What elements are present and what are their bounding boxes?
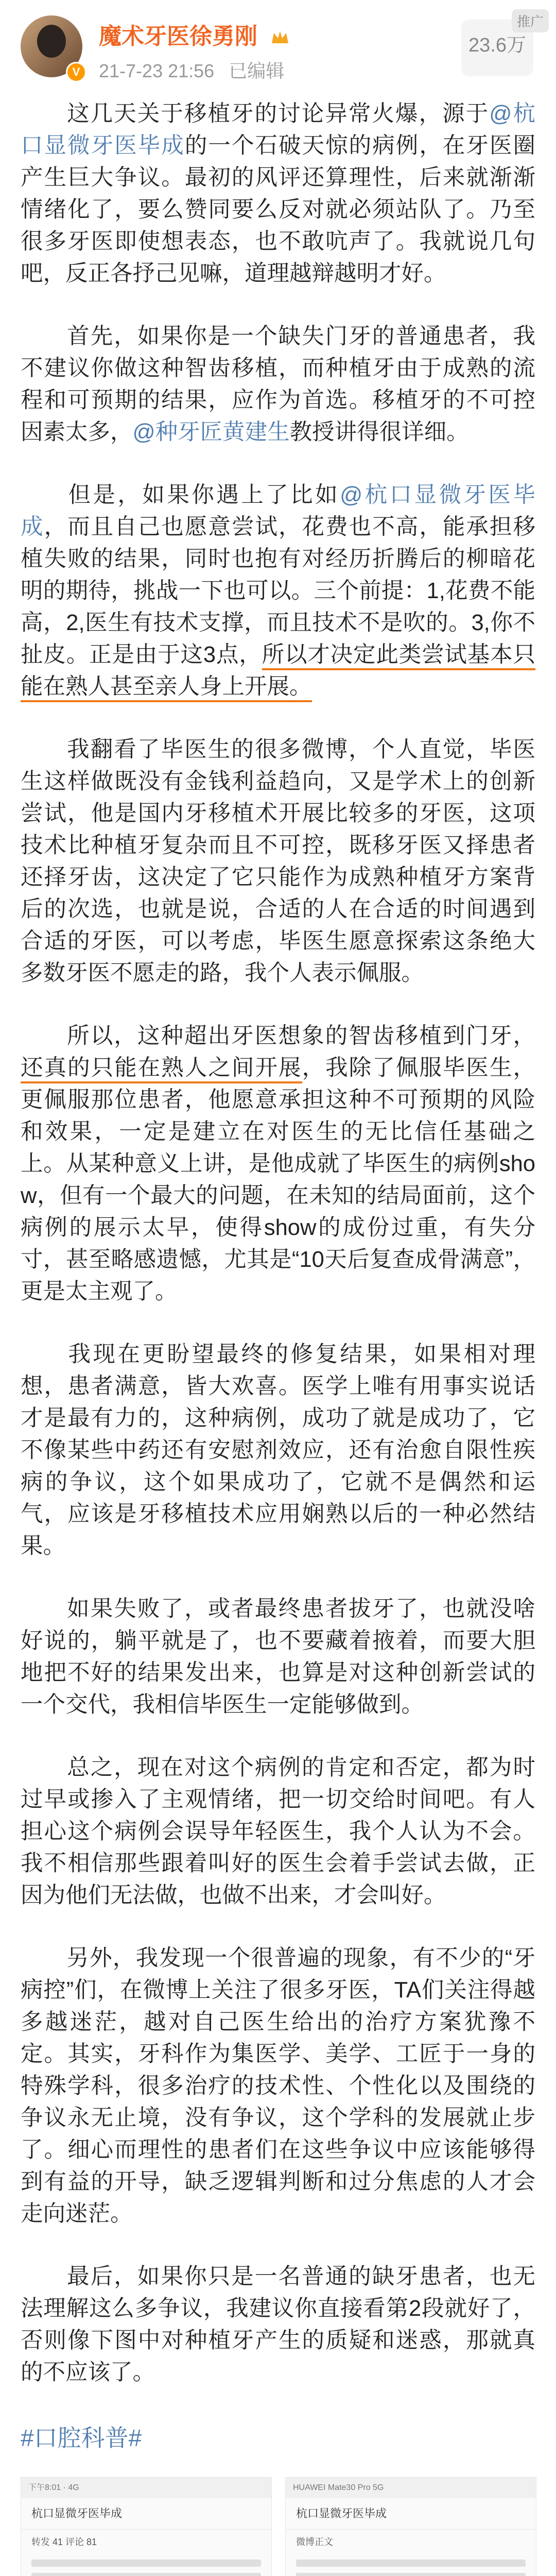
paragraph-text: 的一个石破天惊的病例，在牙医圈产生巨大争议。最初的风评还算理性，后来就渐渐情绪化了，要么赞同要么反对就必须站队了。乃至很多牙医即使想表态，也不敢吭声了。我就说几句吧，反正各抒己见嘛，道理越辩越明才好。 xyxy=(21,133,536,286)
verified-badge-icon: V xyxy=(66,62,86,82)
screenshot-title: 杭口显微牙医毕成 xyxy=(286,2498,536,2530)
user-mention-link[interactable]: @种牙匠黄建生 xyxy=(132,420,290,445)
post-timestamp: 21-7-23 21:56 xyxy=(99,60,215,81)
edited-label[interactable]: 已编辑 xyxy=(229,60,285,81)
paragraph-text: ，而且自己也愿意尝试，花费也不高，能承担移植失败的结果，同时也抱有对经历折腾后的柳暗花明的期待，挑战一下也可以。三个前提：1,花费不能高，2,医生有技术支撑，而且技术不是吹的。3,你不扯皮。正是由于这3点， xyxy=(21,515,536,667)
promote-label[interactable]: 推广 xyxy=(512,9,549,32)
paragraph-text: 教授讲得很详细。 xyxy=(289,420,469,445)
screenshot-tabs: 微博正文 xyxy=(296,2537,333,2547)
screenshot-1[interactable] xyxy=(21,2477,272,2576)
paragraph-text: 我翻看了毕医生的很多微博，个人直觉，毕医生这样做既没有金钱利益趋向，又是学术上的创新尝试，他是国内牙移植术开展比较多的牙医，这项技术比种植牙复杂而且不可控，既移牙医又择患者还择牙齿，这决定了它只能作为成熟种植牙方案背后的次选，也就是说，合适的人在合适的时间遇到合适的牙医，可以考虑，毕医生愿意探索这条绝大多数牙医不愿走的路，我个人表示佩服。 xyxy=(21,737,535,986)
post-paragraph xyxy=(21,1020,535,1308)
post-body xyxy=(21,98,535,2576)
user-mention-link[interactable]: @杭口显微牙医毕成 xyxy=(21,101,535,158)
text-line xyxy=(296,2560,526,2567)
post-paragraph xyxy=(21,734,535,989)
crown-icon xyxy=(271,30,289,45)
paragraph-text: 总之，现在对这个病例的肯定和否定，都为时过早或掺入了主观情绪，把一切交给时间吧。有人担心这个病例会误导年轻医生，我个人认为不会。我不相信那些跟着叫好的医生会着手尝试去做，正因为他们无法做，也做不出来，才会叫好。 xyxy=(21,1755,535,1908)
underlined-text: 所以才决定此类尝试基本只能在熟人甚至亲人身上开展。 xyxy=(21,642,535,702)
screenshot-tabs: 转发 41 评论 81 xyxy=(31,2537,97,2547)
paragraph-text: 首先，如果你是一个缺失门牙的普通患者，我不建议你做这种智齿移植，而种植牙由于成熟的流程和可预期的结果，应作为首选。移植牙的不可控因素太多， xyxy=(21,324,535,445)
view-count: 23.6万 xyxy=(468,35,526,56)
paragraph-text: ，我除了佩服毕医生，更佩服那位患者，他愿意承担这种不可预期的风险和效果，一定是建立在对医生的无比信任基础之上。从某种意义上讲，是他成就了毕医生的病例show，但有一个最大的问题，在未知的结局面前，这个病例的展示太早，使得show的成份过重，有失分寸，甚至略感遗憾，尤其是“10天后复查成骨满意”，更是太主观了。 xyxy=(21,1056,536,1304)
screenshot-status-bar: HUAWEI Mate30 Pro 5G xyxy=(286,2478,536,2498)
post-paragraph xyxy=(21,1593,535,1721)
post-paragraph xyxy=(21,1752,535,1911)
paragraph-text: 最后，如果你只是一名普通的缺牙患者，也无法理解这么多争议，我建议你直接看第2段就好了，否则像下图中对种植牙产生的质疑和迷惑，那就真的不应该了。 xyxy=(21,2264,535,2385)
paragraph-list xyxy=(21,98,535,2388)
screenshot-2[interactable] xyxy=(285,2477,536,2576)
post-paragraph xyxy=(21,2261,535,2388)
post-paragraph xyxy=(21,479,535,703)
text-line xyxy=(296,2573,526,2576)
screenshot-title: 杭口显微牙医毕成 xyxy=(21,2498,271,2530)
hashtag-link[interactable]: #口腔科普# xyxy=(21,2425,142,2451)
paragraph-text: 我现在更盼望最终的修复结果，如果相对理想，患者满意，皆大欢喜。医学上唯有用事实说话才是最有力的，这种病例，成功了就是成功了，它不像某些中药还有安慰剂效应，还有治愈自限性疾病的争议，这个如果成功了，它就不是偶然和运气，应该是牙移植技术应用娴熟以后的一种必然结果。 xyxy=(21,1342,535,1558)
paragraph-text: 如果失败了，或者最终患者拔牙了，也就没啥好说的，躺平就是了，也不要藏着掖着，而要大胆地把不好的结果发出来，也算是对这种创新尝试的一个交代，我相信毕医生一定能够做到。 xyxy=(21,1597,535,1717)
screenshot-status-bar: 下午8:01 · 4G xyxy=(21,2478,271,2498)
post-header xyxy=(0,0,556,98)
paragraph-text: 这几天关于移植牙的讨论异常火爆，源于 xyxy=(66,101,490,126)
paragraph-text: 但是，如果你遇上了比如 xyxy=(66,483,340,507)
author-name[interactable] xyxy=(99,18,289,50)
post-paragraph xyxy=(21,98,535,290)
post-paragraph xyxy=(21,1338,535,1562)
user-mention-link[interactable]: @杭口显微牙医毕成 xyxy=(21,483,535,539)
post-paragraph xyxy=(21,320,535,448)
underlined-text: 还真的只能在熟人之间开展 xyxy=(21,1056,302,1083)
paragraph-text: 另外，我发现一个很普遍的现象，有不少的“牙病控”们，在微博上关注了很多牙医，TA们关注得越多越迷茫，越对自己医生给出的治疗方案犹豫不定。其实，牙科作为集医学、美学、工匠于一身的特殊学科，很多治疗的技术性、个性化以及围绕的争议永无止境，没有争议，这个学科的发展就止步了。细心而理性的患者们在这些争议中应该能够得到有益的开导，缺乏逻辑判断和过分焦虑的人才会走向迷茫。 xyxy=(21,1946,535,2226)
attached-screenshots xyxy=(21,2477,535,2576)
post-meta xyxy=(99,57,284,83)
author-name-text[interactable]: 魔术牙医徐勇刚 xyxy=(99,24,257,49)
text-line xyxy=(31,2560,261,2567)
text-line xyxy=(31,2573,261,2576)
post-paragraph xyxy=(21,1942,535,2230)
paragraph-text: 所以，这种超出牙医想象的智齿移植到门牙， xyxy=(66,1024,535,1048)
